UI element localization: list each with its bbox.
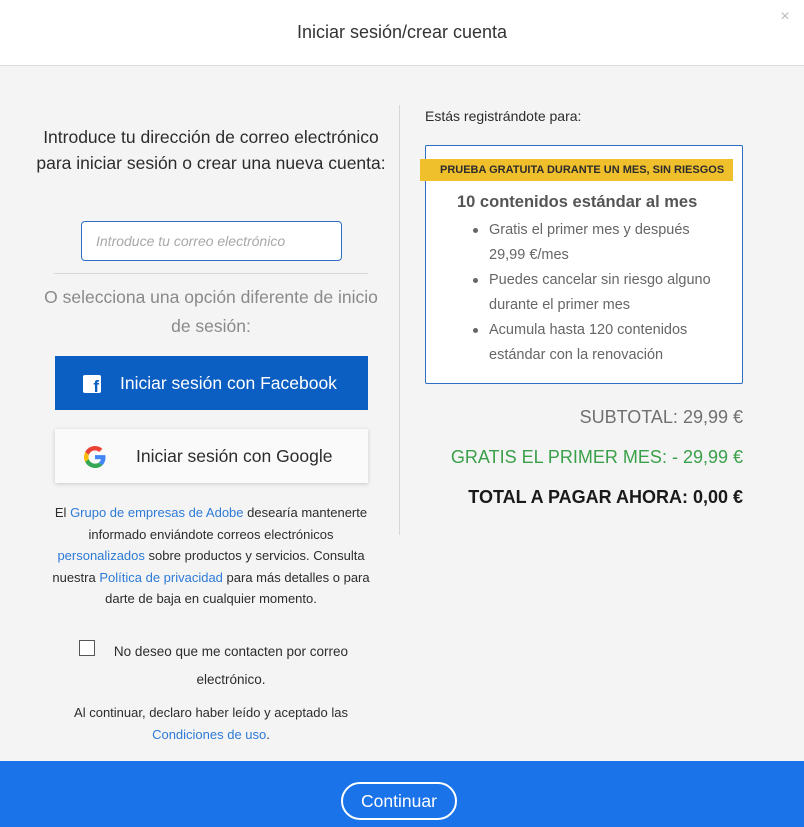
google-login-label: Iniciar sesión con Google <box>136 446 333 466</box>
facebook-icon: f <box>83 375 101 393</box>
total-due: TOTAL A PAGAR AHORA: 0,00 € <box>468 487 743 507</box>
consent-text <box>51 502 371 610</box>
plan-feature: Acumula hasta 120 contenidos estándar con la renovación <box>473 318 728 368</box>
email-input[interactable] <box>81 221 342 261</box>
terms-text-main: Al continuar, declaro haber leído y aceptado las <box>74 705 348 720</box>
plan-feature: Puedes cancelar sin riesgo alguno durante el primer mes <box>473 268 728 318</box>
personalized-link[interactable]: personalizados <box>57 548 145 563</box>
terms-text-end: . <box>266 726 270 742</box>
plan-name: 10 contenidos estándar al mes <box>457 193 698 211</box>
first-month-discount: GRATIS EL PRIMER MES: - 29,99 € <box>450 447 743 467</box>
google-icon <box>84 446 106 468</box>
registering-label: Estás registrándote para: <box>425 108 582 124</box>
adobe-group-link[interactable]: Grupo de empresas de Adobe <box>70 505 244 520</box>
alternative-login-text: O selecciona una opción diferente de inicio de sesión: <box>44 287 378 336</box>
subtotal: SUBTOTAL: 29,99 € <box>579 407 743 427</box>
opt-out-label[interactable]: No deseo que me contacten por correo electrónico. <box>113 644 349 687</box>
opt-out-checkbox[interactable] <box>79 640 95 656</box>
consent-text-4: para más detalles o para darte de baja en cualquier momento. <box>105 569 370 606</box>
google-login-button[interactable] <box>55 429 368 483</box>
plan-features <box>473 218 728 368</box>
footer-bar <box>0 761 804 827</box>
facebook-login-button[interactable] <box>55 356 368 410</box>
divider <box>54 273 368 274</box>
modal-title: Iniciar sesión/crear cuenta <box>296 22 508 42</box>
terms-text <box>51 702 371 745</box>
privacy-policy-link[interactable]: Política de privacidad <box>99 569 223 585</box>
login-intro: Introduce tu dirección de correo electrónico para iniciar sesión o crear una nueva cuenta: <box>36 127 386 173</box>
plan-feature: Gratis el primer mes y después 29,99 €/mes <box>473 218 728 268</box>
modal-header <box>0 0 804 66</box>
consent-text-1: El <box>54 505 71 520</box>
plan-card <box>425 145 743 384</box>
terms-link[interactable]: Condiciones de uso <box>152 726 267 742</box>
facebook-login-label: Iniciar sesión con Facebook <box>120 373 337 393</box>
consent-text-3: sobre productos y servicios. Consulta nuestra <box>52 548 365 585</box>
continue-button[interactable]: Continuar <box>341 782 457 820</box>
consent-text-2: desearía mantenerte informado enviándote correos electrónicos <box>88 505 368 542</box>
trial-banner: PRUEBA GRATUITA DURANTE UN MES, SIN RIESGOS <box>420 159 733 181</box>
close-icon[interactable]: × <box>780 8 790 25</box>
column-divider <box>399 105 400 535</box>
